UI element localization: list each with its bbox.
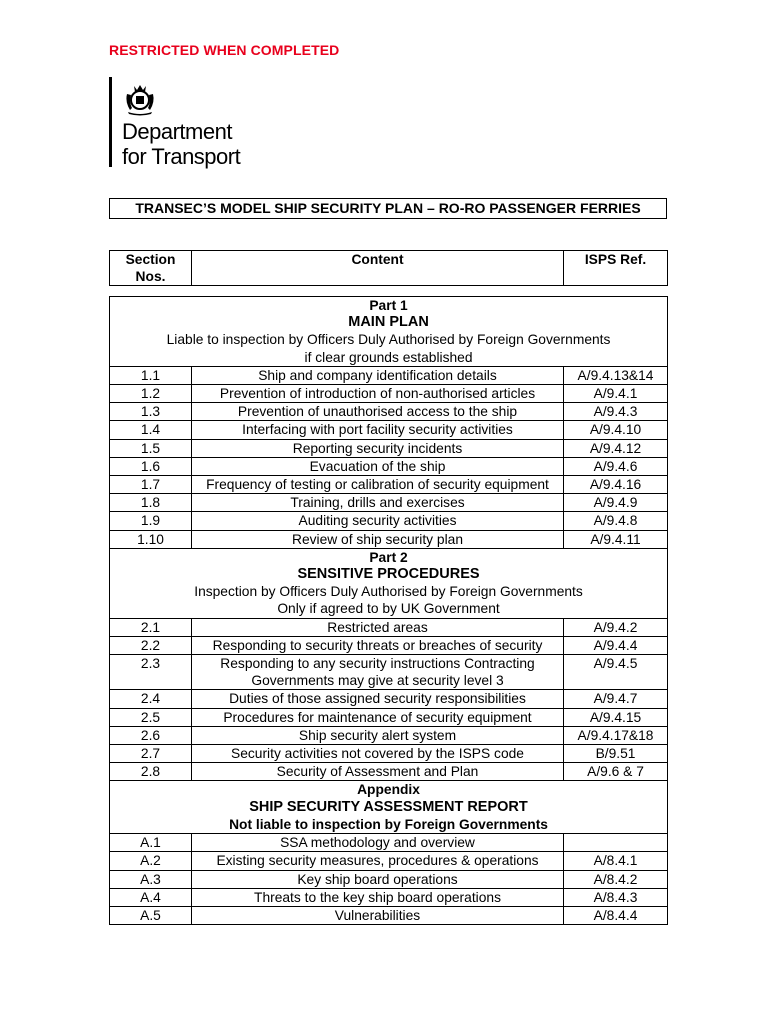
dft-logo xyxy=(109,77,289,177)
isps-ref-cell: A/9.4.8 xyxy=(564,512,668,530)
table-row xyxy=(110,494,668,512)
org-name-line2: for Transport xyxy=(122,144,241,169)
isps-ref-cell: A/8.4.3 xyxy=(564,888,668,906)
part-label: Part 1 xyxy=(369,298,408,313)
isps-ref-cell: A/9.4.10 xyxy=(564,421,668,439)
section-number-cell: 1.2 xyxy=(110,385,192,403)
part-note: Not liable to inspection by Foreign Governments xyxy=(229,816,548,832)
isps-ref-cell: A/9.4.5 xyxy=(564,655,668,690)
section-number-cell: 2.5 xyxy=(110,708,192,726)
section-number-cell: 2.1 xyxy=(110,618,192,636)
isps-ref-cell: A/9.4.13&14 xyxy=(564,366,668,384)
table-row xyxy=(110,403,668,421)
content-cell: Existing security measures, procedures & operations xyxy=(192,852,564,870)
isps-ref-cell: A/9.4.9 xyxy=(564,494,668,512)
table-row xyxy=(110,834,668,852)
section-number-cell: A.4 xyxy=(110,888,192,906)
section-number-cell: 1.4 xyxy=(110,421,192,439)
table-row xyxy=(110,852,668,870)
section-number-cell: 1.9 xyxy=(110,512,192,530)
column-header-table xyxy=(109,250,668,286)
table-row xyxy=(110,366,668,384)
isps-ref-cell: A/9.6 & 7 xyxy=(564,763,668,781)
content-cell: SSA methodology and overview xyxy=(192,834,564,852)
table-row xyxy=(110,439,668,457)
section-number-cell: 2.6 xyxy=(110,726,192,744)
content-cell: Procedures for maintenance of security equipment xyxy=(192,708,564,726)
section-number-cell: 1.8 xyxy=(110,494,192,512)
section-number-cell: 2.3 xyxy=(110,655,192,690)
table-row xyxy=(110,726,668,744)
org-name-line1: Department xyxy=(122,119,232,144)
org-name xyxy=(122,119,240,169)
content-cell: Restricted areas xyxy=(192,618,564,636)
content-cell: Training, drills and exercises xyxy=(192,494,564,512)
section-number-cell: 1.10 xyxy=(110,530,192,548)
isps-ref-cell: A/9.4.16 xyxy=(564,476,668,494)
content-cell: Prevention of introduction of non-authorised articles xyxy=(192,385,564,403)
section-number-cell: 2.2 xyxy=(110,636,192,654)
content-cell: Ship and company identification details xyxy=(192,366,564,384)
section-number-cell: 1.7 xyxy=(110,476,192,494)
title-box xyxy=(109,198,667,219)
column-header-section: Section Nos. xyxy=(110,251,192,286)
isps-ref-cell: A/9.4.15 xyxy=(564,708,668,726)
table-row xyxy=(110,530,668,548)
content-cell: Security activities not covered by the ISPS code xyxy=(192,745,564,763)
content-cell: Responding to security threats or breaches of security xyxy=(192,636,564,654)
section-number-cell: A.3 xyxy=(110,870,192,888)
table-row xyxy=(110,708,668,726)
content-cell: Threats to the key ship board operations xyxy=(192,888,564,906)
isps-ref-cell xyxy=(564,834,668,852)
table-row xyxy=(110,763,668,781)
content-cell: Ship security alert system xyxy=(192,726,564,744)
part-label: Part 2 xyxy=(369,549,408,565)
section-number-cell: 1.1 xyxy=(110,366,192,384)
part-note: if clear grounds established xyxy=(304,349,473,365)
table-row xyxy=(110,457,668,475)
content-cell: Security of Assessment and Plan xyxy=(192,763,564,781)
content-cell: Frequency of testing or calibration of security equipment xyxy=(192,476,564,494)
content-cell: Auditing security activities xyxy=(192,512,564,530)
royal-crest-icon xyxy=(122,80,158,116)
content-cell: Prevention of unauthorised access to the ship xyxy=(192,403,564,421)
table-row xyxy=(110,655,668,690)
section-number-cell: 1.5 xyxy=(110,439,192,457)
isps-ref-cell: A/9.4.17&18 xyxy=(564,726,668,744)
document-title: TRANSEC’S MODEL SHIP SECURITY PLAN – RO-RO PASSENGER FERRIES xyxy=(110,199,667,219)
column-header-content: Content xyxy=(192,251,564,286)
section-number-cell: 1.6 xyxy=(110,457,192,475)
content-cell: Evacuation of the ship xyxy=(192,457,564,475)
part-header-cell xyxy=(110,297,668,367)
section-number-cell: A.5 xyxy=(110,906,192,924)
content-cell: Duties of those assigned security responsibilities xyxy=(192,690,564,708)
section-number-cell: 2.7 xyxy=(110,745,192,763)
isps-ref-cell: A/9.4.11 xyxy=(564,530,668,548)
table-row xyxy=(110,870,668,888)
part-heading: SHIP SECURITY ASSESSMENT REPORT xyxy=(249,798,528,815)
content-cell: Responding to any security instructions Contracting Governments may give at security level 3 xyxy=(192,655,564,690)
isps-ref-cell: A/9.4.3 xyxy=(564,403,668,421)
part-note: Only if agreed to by UK Government xyxy=(277,601,500,617)
part-header-row xyxy=(110,781,668,834)
part-header-cell xyxy=(110,781,668,834)
content-cell: Vulnerabilities xyxy=(192,906,564,924)
table-row xyxy=(110,512,668,530)
isps-ref-cell: A/9.4.4 xyxy=(564,636,668,654)
isps-ref-cell: A/9.4.7 xyxy=(564,690,668,708)
content-cell: Key ship board operations xyxy=(192,870,564,888)
isps-ref-cell: A/9.4.1 xyxy=(564,385,668,403)
section-number-cell: A.1 xyxy=(110,834,192,852)
part-heading: SENSITIVE PROCEDURES xyxy=(297,566,480,583)
table-row xyxy=(110,745,668,763)
part-note: Liable to inspection by Officers Duly Authorised by Foreign Governments xyxy=(166,332,611,348)
isps-ref-cell: A/9.4.6 xyxy=(564,457,668,475)
section-number-cell: 2.8 xyxy=(110,763,192,781)
part-header-cell xyxy=(110,548,668,618)
section-number-cell: 1.3 xyxy=(110,403,192,421)
isps-ref-cell: A/8.4.2 xyxy=(564,870,668,888)
part-header-row xyxy=(110,297,668,367)
part-note: Inspection by Officers Duly Authorised by Foreign Governments xyxy=(194,584,583,600)
isps-ref-cell: B/9.51 xyxy=(564,745,668,763)
part-header-row xyxy=(110,548,668,618)
column-header-isps: ISPS Ref. xyxy=(564,251,668,286)
table-row xyxy=(110,476,668,494)
content-cell: Interfacing with port facility security activities xyxy=(192,421,564,439)
table-row xyxy=(110,906,668,924)
content-cell: Review of ship security plan xyxy=(192,530,564,548)
table-row xyxy=(110,385,668,403)
isps-ref-cell: A/8.4.1 xyxy=(564,852,668,870)
table-row xyxy=(110,888,668,906)
part-label: Appendix xyxy=(357,782,420,798)
table-row xyxy=(110,636,668,654)
isps-ref-cell: A/8.4.4 xyxy=(564,906,668,924)
contents-body xyxy=(110,297,668,925)
table-row xyxy=(110,421,668,439)
table-row xyxy=(110,618,668,636)
restricted-notice: RESTRICTED WHEN COMPLETED xyxy=(109,42,340,58)
section-number-cell: 2.4 xyxy=(110,690,192,708)
table-row xyxy=(110,690,668,708)
isps-ref-cell: A/9.4.2 xyxy=(564,618,668,636)
part-heading: MAIN PLAN xyxy=(348,314,429,331)
section-number-cell: A.2 xyxy=(110,852,192,870)
isps-ref-cell: A/9.4.12 xyxy=(564,439,668,457)
logo-bar xyxy=(109,77,112,167)
content-cell: Reporting security incidents xyxy=(192,439,564,457)
contents-table xyxy=(109,296,668,925)
